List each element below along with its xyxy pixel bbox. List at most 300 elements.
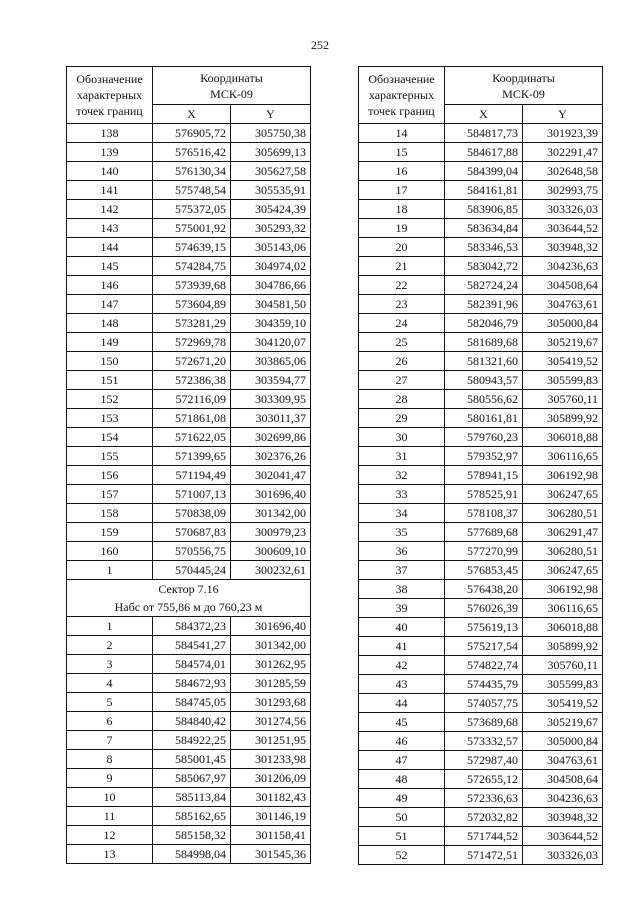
y-coordinate-cell: 305760,11 — [523, 656, 603, 675]
right-table-body — [359, 67, 603, 865]
point-id-cell: 3 — [67, 655, 153, 674]
point-id-cell: 9 — [67, 769, 153, 788]
x-coordinate-cell: 584161,81 — [445, 181, 523, 200]
point-id-cell: 138 — [67, 124, 153, 143]
point-id-cell: 52 — [359, 846, 445, 865]
x-coordinate-cell: 575748,54 — [153, 181, 231, 200]
point-id-cell: 22 — [359, 276, 445, 295]
point-id-cell: 7 — [67, 731, 153, 750]
y-coordinate-cell: 302376,26 — [231, 447, 311, 466]
point-id-cell: 46 — [359, 732, 445, 751]
y-coordinate-cell: 305293,32 — [231, 219, 311, 238]
table-row — [67, 523, 311, 542]
y-coordinate-cell: 301233,98 — [231, 750, 311, 769]
y-coordinate-cell: 303865,06 — [231, 352, 311, 371]
x-coordinate-cell: 571194,49 — [153, 466, 231, 485]
x-coordinate-cell: 574822,74 — [445, 656, 523, 675]
x-coordinate-cell: 577689,68 — [445, 523, 523, 542]
y-coordinate-cell: 305899,92 — [523, 637, 603, 656]
x-coordinate-cell: 571861,08 — [153, 409, 231, 428]
point-id-cell: 139 — [67, 143, 153, 162]
x-coordinate-cell: 580943,57 — [445, 371, 523, 390]
table-row — [359, 580, 603, 599]
point-id-cell: 16 — [359, 162, 445, 181]
x-coordinate-cell: 575372,05 — [153, 200, 231, 219]
table-row — [359, 314, 603, 333]
point-id-cell: 155 — [67, 447, 153, 466]
table-row — [67, 693, 311, 712]
table-row — [359, 219, 603, 238]
point-id-cell: 159 — [67, 523, 153, 542]
y-coordinate-cell: 301696,40 — [231, 485, 311, 504]
table-row — [359, 143, 603, 162]
x-coordinate-cell: 571744,52 — [445, 827, 523, 846]
point-id-cell: 8 — [67, 750, 153, 769]
x-coordinate-cell: 580556,62 — [445, 390, 523, 409]
x-coordinate-cell: 572671,20 — [153, 352, 231, 371]
x-coordinate-cell: 582724,24 — [445, 276, 523, 295]
point-id-cell: 154 — [67, 428, 153, 447]
table-row — [359, 181, 603, 200]
x-coordinate-cell: 582046,79 — [445, 314, 523, 333]
y-coordinate-cell: 304236,63 — [523, 789, 603, 808]
y-coordinate-cell: 304581,50 — [231, 295, 311, 314]
point-id-cell: 43 — [359, 675, 445, 694]
point-id-cell: 47 — [359, 751, 445, 770]
table-row — [67, 200, 311, 219]
table-row — [359, 238, 603, 257]
y-coordinate-cell: 304763,61 — [523, 295, 603, 314]
y-coordinate-cell: 300232,61 — [231, 561, 311, 580]
y-coordinate-cell: 305000,84 — [523, 732, 603, 751]
point-id-cell: 45 — [359, 713, 445, 732]
x-coordinate-cell: 576853,45 — [445, 561, 523, 580]
x-coordinate-cell: 571007,13 — [153, 485, 231, 504]
point-id-cell: 158 — [67, 504, 153, 523]
y-coordinate-cell: 305419,52 — [523, 694, 603, 713]
y-coordinate-cell: 304508,64 — [523, 276, 603, 295]
y-coordinate-cell: 301262,95 — [231, 655, 311, 674]
table-row — [359, 694, 603, 713]
point-id-cell: 150 — [67, 352, 153, 371]
y-coordinate-cell: 305627,58 — [231, 162, 311, 181]
table-row — [359, 675, 603, 694]
x-coordinate-cell: 583906,85 — [445, 200, 523, 219]
table-row — [67, 219, 311, 238]
table-row — [359, 295, 603, 314]
y-coordinate-cell: 305219,67 — [523, 333, 603, 352]
table-row — [359, 732, 603, 751]
x-coordinate-cell: 579760,23 — [445, 428, 523, 447]
table-row — [67, 143, 311, 162]
x-coordinate-cell: 573332,57 — [445, 732, 523, 751]
table-row — [67, 314, 311, 333]
point-id-cell: 41 — [359, 637, 445, 656]
point-id-cell: 13 — [67, 845, 153, 864]
table-row — [67, 447, 311, 466]
table-row — [359, 827, 603, 846]
point-id-cell: 144 — [67, 238, 153, 257]
x-coordinate-cell: 585113,84 — [153, 788, 231, 807]
point-id-cell: 12 — [67, 826, 153, 845]
table-row — [359, 770, 603, 789]
table-row — [67, 807, 311, 826]
x-coordinate-cell: 571622,05 — [153, 428, 231, 447]
point-id-cell: 153 — [67, 409, 153, 428]
table-row — [67, 352, 311, 371]
point-id-cell: 29 — [359, 409, 445, 428]
y-coordinate-cell: 306018,88 — [523, 618, 603, 637]
coordinates-group-header — [445, 67, 603, 105]
point-id-cell: 6 — [67, 712, 153, 731]
table-row — [67, 731, 311, 750]
x-coordinate-cell: 570556,75 — [153, 542, 231, 561]
point-id-cell: 141 — [67, 181, 153, 200]
y-coordinate-cell: 301285,59 — [231, 674, 311, 693]
y-coordinate-cell: 305535,91 — [231, 181, 311, 200]
x-coordinate-cell: 571472,51 — [445, 846, 523, 865]
point-id-cell: 2 — [67, 636, 153, 655]
point-id-cell: 11 — [67, 807, 153, 826]
point-id-cell: 10 — [67, 788, 153, 807]
table-row — [67, 750, 311, 769]
point-id-cell: 32 — [359, 466, 445, 485]
sector-height-range: Набс от 755,86 м до 760,23 м — [114, 600, 263, 614]
x-coordinate-cell: 585001,45 — [153, 750, 231, 769]
table-row — [359, 637, 603, 656]
table-row — [359, 257, 603, 276]
coordinates-group-header — [153, 67, 311, 105]
x-coordinate-cell: 570838,09 — [153, 504, 231, 523]
x-coordinate-cell: 579352,97 — [445, 447, 523, 466]
point-label-header: Обозначение характерных точек границ — [67, 67, 153, 124]
point-id-cell: 14 — [359, 124, 445, 143]
table-row — [359, 542, 603, 561]
point-id-cell: 40 — [359, 618, 445, 637]
coordinates-header-title: Координаты — [492, 70, 555, 85]
y-coordinate-cell: 300609,10 — [231, 542, 311, 561]
y-coordinate-cell: 305599,83 — [523, 675, 603, 694]
x-coordinate-cell: 571399,65 — [153, 447, 231, 466]
y-coordinate-cell: 301274,56 — [231, 712, 311, 731]
table-row — [67, 636, 311, 655]
table-row — [67, 466, 311, 485]
y-coordinate-cell: 301251,95 — [231, 731, 311, 750]
x-coordinate-cell: 582391,96 — [445, 295, 523, 314]
y-coordinate-cell: 301342,00 — [231, 636, 311, 655]
x-coordinate-cell: 573281,29 — [153, 314, 231, 333]
y-coordinate-cell: 301206,09 — [231, 769, 311, 788]
y-coordinate-cell: 306192,98 — [523, 466, 603, 485]
y-coordinate-cell: 305219,67 — [523, 713, 603, 732]
table-row — [359, 162, 603, 181]
y-coordinate-cell: 302648,58 — [523, 162, 603, 181]
table-row — [359, 371, 603, 390]
y-coordinate-cell: 304508,64 — [523, 770, 603, 789]
table-row — [67, 769, 311, 788]
point-id-cell: 31 — [359, 447, 445, 466]
y-coordinate-cell: 305899,92 — [523, 409, 603, 428]
table-row — [359, 523, 603, 542]
table-row — [67, 124, 311, 143]
y-coordinate-cell: 306116,65 — [523, 447, 603, 466]
table-row — [359, 656, 603, 675]
point-id-cell: 48 — [359, 770, 445, 789]
point-id-cell: 1 — [67, 561, 153, 580]
table-row — [359, 808, 603, 827]
table-row — [67, 826, 311, 845]
y-coordinate-cell: 303948,32 — [523, 808, 603, 827]
point-id-cell: 34 — [359, 504, 445, 523]
point-id-cell: 17 — [359, 181, 445, 200]
table-row — [67, 674, 311, 693]
x-coordinate-cell: 584817,73 — [445, 124, 523, 143]
table-row — [359, 561, 603, 580]
x-coordinate-cell: 575619,13 — [445, 618, 523, 637]
table-row — [67, 409, 311, 428]
page-number: 252 — [311, 38, 329, 52]
table-row — [67, 561, 311, 580]
y-coordinate-cell: 301182,43 — [231, 788, 311, 807]
y-coordinate-cell: 301146,19 — [231, 807, 311, 826]
point-id-cell: 157 — [67, 485, 153, 504]
table-row — [67, 485, 311, 504]
point-id-cell: 23 — [359, 295, 445, 314]
table-row — [359, 124, 603, 143]
y-coordinate-cell: 303594,77 — [231, 371, 311, 390]
point-id-cell: 44 — [359, 694, 445, 713]
x-coordinate-cell: 584574,01 — [153, 655, 231, 674]
y-coordinate-cell: 305760,11 — [523, 390, 603, 409]
point-id-cell: 51 — [359, 827, 445, 846]
x-coordinate-cell: 578941,15 — [445, 466, 523, 485]
x-coordinate-cell: 576026,39 — [445, 599, 523, 618]
x-coordinate-cell: 573604,89 — [153, 295, 231, 314]
x-coordinate-cell: 584399,04 — [445, 162, 523, 181]
y-coordinate-cell: 303011,37 — [231, 409, 311, 428]
x-coordinate-cell: 572969,78 — [153, 333, 231, 352]
x-coordinate-cell: 577270,99 — [445, 542, 523, 561]
point-id-cell: 39 — [359, 599, 445, 618]
point-id-cell: 146 — [67, 276, 153, 295]
x-coordinate-cell: 575217,54 — [445, 637, 523, 656]
y-coordinate-cell: 301923,39 — [523, 124, 603, 143]
table-row — [359, 751, 603, 770]
x-coordinate-cell: 584922,25 — [153, 731, 231, 750]
point-id-cell: 1 — [67, 617, 153, 636]
header-row — [67, 67, 311, 105]
point-id-cell: 28 — [359, 390, 445, 409]
point-id-cell: 42 — [359, 656, 445, 675]
point-id-cell: 145 — [67, 257, 153, 276]
y-coordinate-cell: 306247,65 — [523, 561, 603, 580]
left-table-body — [67, 67, 311, 864]
point-id-cell: 33 — [359, 485, 445, 504]
x-coordinate-cell: 581321,60 — [445, 352, 523, 371]
point-id-cell: 148 — [67, 314, 153, 333]
y-coordinate-cell: 303644,52 — [523, 219, 603, 238]
x-column-header: X — [445, 105, 523, 124]
point-id-cell: 36 — [359, 542, 445, 561]
y-coordinate-cell: 304120,07 — [231, 333, 311, 352]
x-coordinate-cell: 585158,32 — [153, 826, 231, 845]
x-coordinate-cell: 576438,20 — [445, 580, 523, 599]
coordinate-system-label: МСК-09 — [210, 86, 253, 101]
y-coordinate-cell: 303309,95 — [231, 390, 311, 409]
point-id-cell: 4 — [67, 674, 153, 693]
table-row — [67, 181, 311, 200]
table-row — [359, 409, 603, 428]
y-coordinate-cell: 305424,39 — [231, 200, 311, 219]
table-row — [67, 257, 311, 276]
table-row — [359, 428, 603, 447]
y-coordinate-cell: 304763,61 — [523, 751, 603, 770]
table-row — [67, 845, 311, 864]
point-id-cell: 142 — [67, 200, 153, 219]
point-id-cell: 35 — [359, 523, 445, 542]
x-coordinate-cell: 573689,68 — [445, 713, 523, 732]
table-row — [67, 712, 311, 731]
x-coordinate-cell: 578108,37 — [445, 504, 523, 523]
point-id-cell: 26 — [359, 352, 445, 371]
point-id-cell: 143 — [67, 219, 153, 238]
x-coordinate-cell: 572032,82 — [445, 808, 523, 827]
y-column-header: Y — [523, 105, 603, 124]
y-coordinate-cell: 305699,13 — [231, 143, 311, 162]
point-id-cell: 21 — [359, 257, 445, 276]
table-row — [359, 599, 603, 618]
x-coordinate-cell: 584672,93 — [153, 674, 231, 693]
x-coordinate-cell: 584998,04 — [153, 845, 231, 864]
point-id-cell: 38 — [359, 580, 445, 599]
y-coordinate-cell: 306018,88 — [523, 428, 603, 447]
point-id-cell: 149 — [67, 333, 153, 352]
table-row — [67, 371, 311, 390]
x-coordinate-cell: 572336,63 — [445, 789, 523, 808]
point-id-cell: 15 — [359, 143, 445, 162]
y-coordinate-cell: 306280,51 — [523, 542, 603, 561]
point-id-cell: 140 — [67, 162, 153, 181]
y-coordinate-cell: 301696,40 — [231, 617, 311, 636]
table-row — [67, 238, 311, 257]
x-coordinate-cell: 576130,34 — [153, 162, 231, 181]
x-coordinate-cell: 576516,42 — [153, 143, 231, 162]
x-coordinate-cell: 584617,88 — [445, 143, 523, 162]
x-coordinate-cell: 584840,42 — [153, 712, 231, 731]
sector-title: Сектор 7.16 — [158, 582, 219, 596]
y-coordinate-cell: 300979,23 — [231, 523, 311, 542]
point-id-cell: 20 — [359, 238, 445, 257]
point-id-cell: 18 — [359, 200, 445, 219]
table-row — [359, 618, 603, 637]
x-coordinate-cell: 574639,15 — [153, 238, 231, 257]
x-coordinate-cell: 573939,68 — [153, 276, 231, 295]
y-column-header: Y — [231, 105, 311, 124]
x-coordinate-cell: 585067,97 — [153, 769, 231, 788]
x-coordinate-cell: 585162,65 — [153, 807, 231, 826]
table-row — [67, 390, 311, 409]
point-id-cell: 147 — [67, 295, 153, 314]
y-coordinate-cell: 306280,51 — [523, 504, 603, 523]
table-row — [67, 333, 311, 352]
table-row — [67, 542, 311, 561]
sector-heading — [67, 580, 311, 617]
y-coordinate-cell: 303644,52 — [523, 827, 603, 846]
x-coordinate-cell: 578525,91 — [445, 485, 523, 504]
point-id-cell: 37 — [359, 561, 445, 580]
point-label-header: Обозначение характерных точек границ — [359, 67, 445, 124]
y-coordinate-cell: 303326,03 — [523, 200, 603, 219]
y-coordinate-cell: 302291,47 — [523, 143, 603, 162]
y-coordinate-cell: 306116,65 — [523, 599, 603, 618]
y-coordinate-cell: 302993,75 — [523, 181, 603, 200]
point-id-cell: 49 — [359, 789, 445, 808]
table-row — [67, 295, 311, 314]
table-row — [359, 504, 603, 523]
table-row — [359, 447, 603, 466]
y-coordinate-cell: 304359,10 — [231, 314, 311, 333]
table-row — [67, 788, 311, 807]
table-row — [359, 846, 603, 865]
table-row — [67, 162, 311, 181]
x-coordinate-cell: 580161,81 — [445, 409, 523, 428]
x-coordinate-cell: 575001,92 — [153, 219, 231, 238]
table-row — [359, 352, 603, 371]
x-coordinate-cell: 572116,09 — [153, 390, 231, 409]
point-id-cell: 30 — [359, 428, 445, 447]
x-column-header: X — [153, 105, 231, 124]
coordinates-header-title: Координаты — [200, 70, 263, 85]
point-id-cell: 27 — [359, 371, 445, 390]
y-coordinate-cell: 305419,52 — [523, 352, 603, 371]
x-coordinate-cell: 572655,12 — [445, 770, 523, 789]
x-coordinate-cell: 584372,23 — [153, 617, 231, 636]
point-id-cell: 160 — [67, 542, 153, 561]
x-coordinate-cell: 572987,40 — [445, 751, 523, 770]
x-coordinate-cell: 572386,38 — [153, 371, 231, 390]
table-row — [359, 276, 603, 295]
y-coordinate-cell: 302699,86 — [231, 428, 311, 447]
x-coordinate-cell: 570687,83 — [153, 523, 231, 542]
point-id-cell: 151 — [67, 371, 153, 390]
x-coordinate-cell: 583634,84 — [445, 219, 523, 238]
x-coordinate-cell: 584745,05 — [153, 693, 231, 712]
x-coordinate-cell: 581689,68 — [445, 333, 523, 352]
y-coordinate-cell: 304786,66 — [231, 276, 311, 295]
point-id-cell: 24 — [359, 314, 445, 333]
x-coordinate-cell: 570445,24 — [153, 561, 231, 580]
table-row — [359, 789, 603, 808]
table-row — [67, 617, 311, 636]
x-coordinate-cell: 574057,75 — [445, 694, 523, 713]
x-coordinate-cell: 574284,75 — [153, 257, 231, 276]
point-id-cell: 25 — [359, 333, 445, 352]
point-id-cell: 5 — [67, 693, 153, 712]
y-coordinate-cell: 303326,03 — [523, 846, 603, 865]
table-row — [359, 333, 603, 352]
y-coordinate-cell: 301342,00 — [231, 504, 311, 523]
x-coordinate-cell: 576905,72 — [153, 124, 231, 143]
y-coordinate-cell: 305143,06 — [231, 238, 311, 257]
y-coordinate-cell: 305000,84 — [523, 314, 603, 333]
coordinates-table-right — [358, 66, 603, 865]
y-coordinate-cell: 301158,41 — [231, 826, 311, 845]
table-row — [359, 200, 603, 219]
y-coordinate-cell: 306247,65 — [523, 485, 603, 504]
x-coordinate-cell: 583042,72 — [445, 257, 523, 276]
y-coordinate-cell: 306192,98 — [523, 580, 603, 599]
table-row — [359, 466, 603, 485]
